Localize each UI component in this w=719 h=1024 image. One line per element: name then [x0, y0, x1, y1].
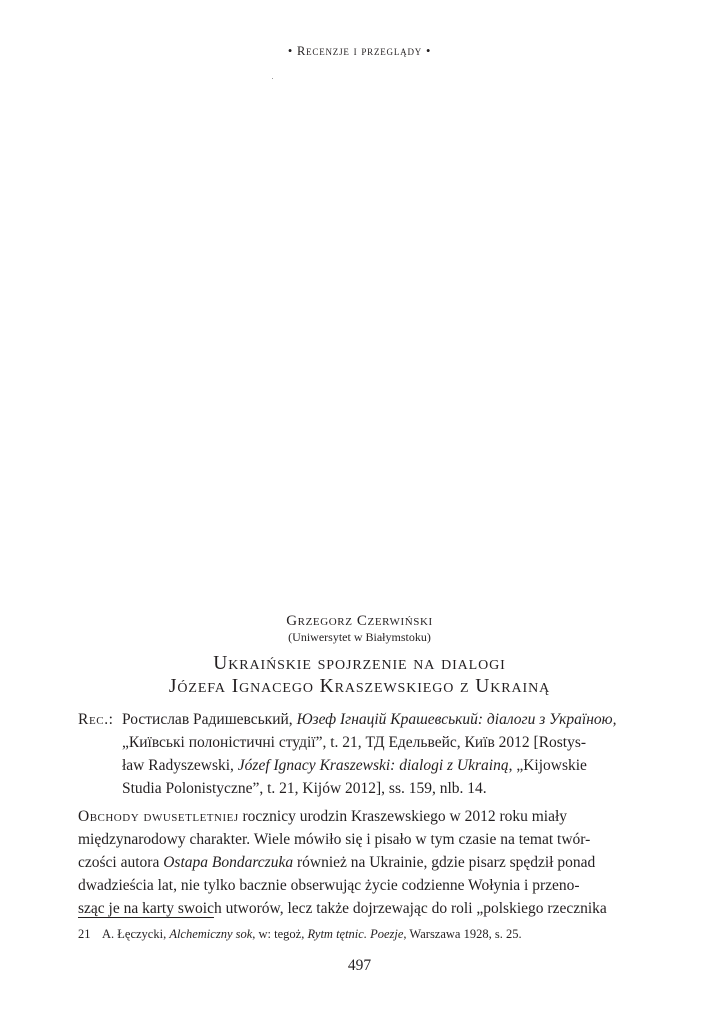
citation-line — [122, 708, 626, 731]
citation-author-latin: ław Radyszewski, — [122, 757, 238, 774]
running-header: • Recenzje i przeglądy • — [287, 44, 432, 58]
header-ornament-dot — [272, 78, 273, 79]
body-line — [78, 805, 626, 828]
citation-author-cyrillic: Ростислав Радишевський, — [122, 711, 297, 728]
footnote-number: 21 — [78, 927, 91, 941]
footnote-separator — [78, 917, 214, 918]
review-label: Rec.: — [78, 711, 114, 728]
footnote-text: , Warszawa 1928, s. 25. — [403, 927, 522, 941]
body-line — [78, 851, 626, 874]
author-name: Grzegorz Czerwiński — [286, 613, 433, 629]
body-text-run: czości autora — [78, 854, 164, 871]
citation-line: Studia Polonistyczne”, t. 21, Kijów 2012], ss. 159, nlb. 14. — [122, 780, 487, 797]
body-line: dwadzieścia lat, nie tylko bacznie obserwując życie codzienne Wołynia i przeno- — [78, 877, 580, 894]
citation-series: , „Kijowskie — [508, 757, 587, 774]
reviewed-book-citation — [78, 708, 626, 800]
body-line: międzynarodowy charakter. Wiele mówiło się i pisało w tym czasie na temat twór- — [78, 831, 591, 848]
citation-line — [122, 754, 626, 777]
article-title — [0, 652, 719, 698]
footnote-title: Rytm tętnic. Poezje — [307, 927, 404, 941]
author-affiliation: (Uniwersytet w Białymstoku) — [288, 630, 431, 644]
citation-line: „Київські полоністичні студії”, t. 21, ТД Едельвейс, Київ 2012 [Rostys- — [122, 734, 587, 751]
article-title-line-2: Józefa Ignacego Kraszewskiego z Ukrainą — [168, 676, 551, 697]
author-block — [0, 612, 719, 645]
body-text-run: rocznicy urodzin Kraszewskiego w 2012 roku miały — [238, 808, 568, 825]
footnote — [78, 926, 626, 942]
citation-title-cyrillic: Юзеф Ігнацій Крашевський: діалоги з Україною, — [296, 711, 617, 728]
paragraph-lead-in: Obchody dwusetletniej — [78, 808, 239, 825]
body-paragraph — [78, 805, 626, 920]
citation-title-latin: Józef Ignacy Kraszewski: dialogi z Ukrainą — [237, 757, 509, 774]
body-line: sząc je na karty swoich utworów, lecz także dojrzewając do roli „polskiego rzecznika — [78, 900, 607, 917]
page-number: 497 — [347, 957, 372, 974]
footnote-text: A. Łęczycki, — [102, 927, 170, 941]
footnote-text: , w: tegoż, — [252, 927, 308, 941]
article-title-line-1: Ukraińskie spojrzenie na dialogi — [213, 653, 506, 674]
footnote-title: Alchemiczny sok — [169, 927, 253, 941]
body-text-run: również na Ukrainie, gdzie pisarz spędził ponad — [293, 854, 596, 871]
citation-text — [122, 708, 626, 800]
work-title: Ostapa Bondarczuka — [163, 854, 294, 871]
